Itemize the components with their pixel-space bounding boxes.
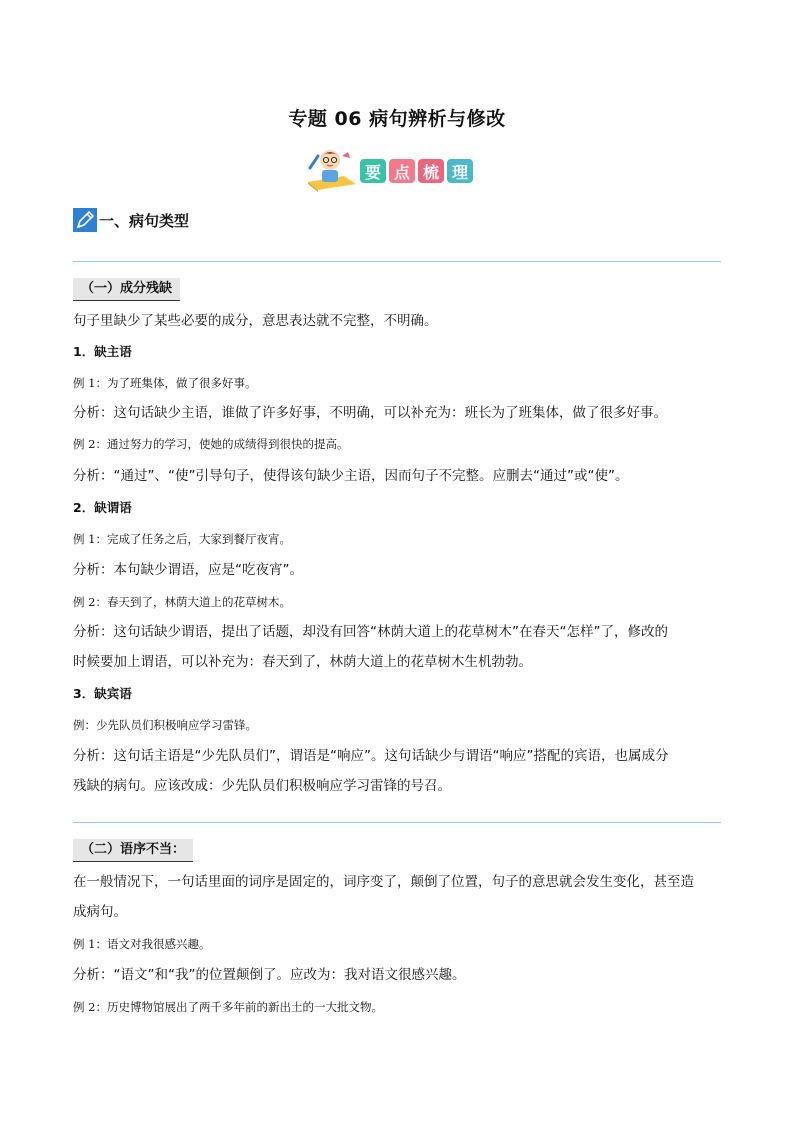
part1-an4a: 分析：这句话缺少谓语，提出了话题，却没有回答“林荫大道上的花草树木”在春天“怎样”了，修改的 bbox=[73, 624, 668, 640]
part1-an2: 分析：“通过”、“使”引导句子，使得该句缺少主语，因而句子不完整。应删去“通过”或“使”。 bbox=[73, 468, 629, 484]
section-title: 一、病句类型 bbox=[99, 211, 190, 230]
part2-ex2: 例 2：历史博物馆展出了两千多年前的新出土的一大批文物。 bbox=[73, 1000, 383, 1014]
part1-h3: 3．缺宾语 bbox=[73, 686, 132, 701]
part1-ex2: 例 2：通过努力的学习，使她的成绩得到很快的提高。 bbox=[73, 437, 349, 451]
part1-ex1: 例 1：为了班集体，做了很多好事。 bbox=[73, 376, 257, 390]
badge-char-3: 梳 bbox=[418, 159, 444, 183]
part1-an5a: 分析：这句话主语是“少先队员们”，谓语是“响应”。这句话缺少与谓语“响应”搭配的宾语，也属成分 bbox=[73, 748, 669, 764]
divider-1 bbox=[73, 261, 721, 262]
part1-an1: 分析：这句话缺少主语，谁做了许多好事，不明确，可以补充为：班长为了班集体，做了很多好事。 bbox=[73, 405, 667, 421]
student-writing-icon bbox=[304, 146, 360, 192]
part1-ex3: 例 1：完成了任务之后，大家到餐厅夜宵。 bbox=[73, 532, 291, 546]
part2-intro-b: 成病句。 bbox=[73, 904, 127, 920]
part1-an3: 分析：本句缺少谓语，应是“吃夜宵”。 bbox=[73, 562, 303, 578]
part2-ex1: 例 1：语文对我很感兴趣。 bbox=[73, 937, 211, 951]
part2-label: （二）语序不当： bbox=[73, 839, 193, 862]
key-points-badge bbox=[304, 146, 494, 192]
part1-h2: 2．缺谓语 bbox=[73, 500, 132, 515]
part1-ex5: 例：少先队员们积极响应学习雷锋。 bbox=[73, 718, 257, 732]
pen-edit-icon bbox=[73, 208, 97, 232]
badge-char-1: 要 bbox=[360, 159, 386, 183]
part2-intro-a: 在一般情况下，一句话里面的词序是固定的，词序变了，颠倒了位置，句子的意思就会发生变化，甚至造 bbox=[73, 874, 694, 890]
part1-intro: 句子里缺少了某些必要的成分，意思表达就不完整，不明确。 bbox=[73, 313, 438, 329]
part1-label: （一）成分残缺 bbox=[73, 278, 180, 301]
part1-an5b: 残缺的病句。应该改成：少先队员们积极响应学习雷锋的号召。 bbox=[73, 778, 451, 794]
part2-an1: 分析：“语文”和“我”的位置颠倒了。应改为：我对语文很感兴趣。 bbox=[73, 967, 466, 983]
page-title: 专题 06 病句辨析与修改 bbox=[288, 108, 506, 130]
part1-h1: 1．缺主语 bbox=[73, 344, 132, 359]
badge-char-2: 点 bbox=[389, 159, 415, 183]
section-heading bbox=[73, 208, 189, 232]
badge-char-4: 理 bbox=[447, 159, 473, 183]
part1-an4b: 时候要加上谓语，可以补充为：春天到了，林荫大道上的花草树木生机勃勃。 bbox=[73, 654, 532, 670]
part1-ex4: 例 2：春天到了，林荫大道上的花草树木。 bbox=[73, 595, 291, 609]
divider-2 bbox=[73, 822, 721, 823]
